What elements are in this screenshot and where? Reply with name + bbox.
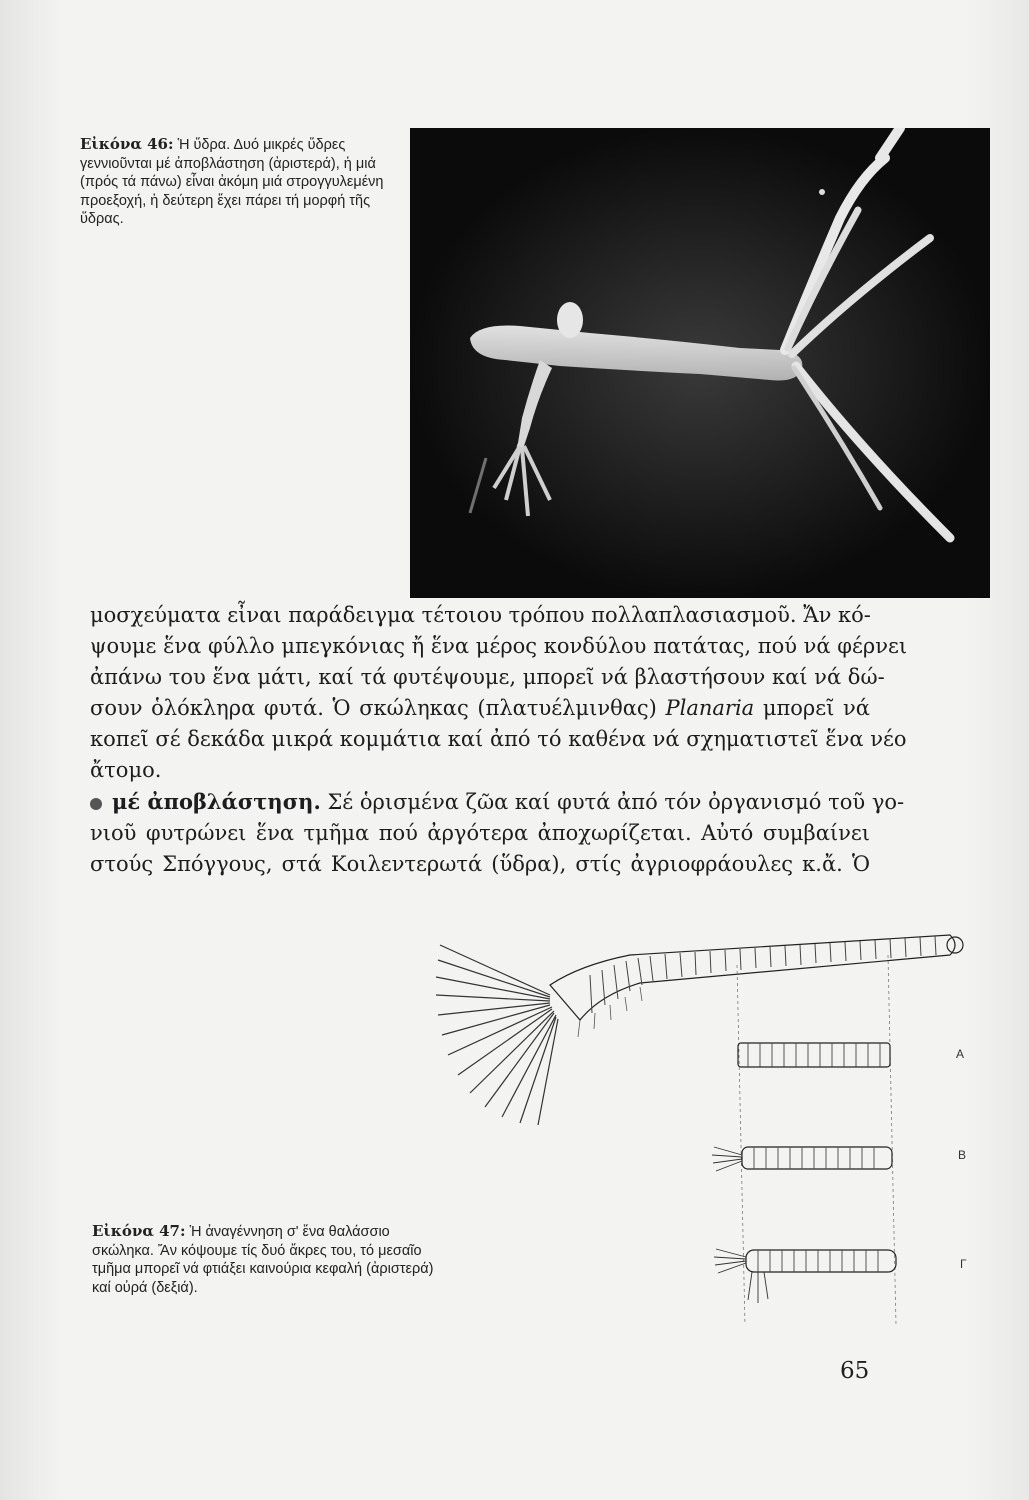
worm-head-fan <box>436 945 558 1125</box>
figure-letter-b: Β <box>958 1148 967 1162</box>
figure-47-label: Εἰκόνα 47: <box>92 1222 186 1240</box>
hydra-illustration <box>410 128 990 598</box>
body-line-4 <box>90 693 870 724</box>
body-line-7 <box>90 786 905 818</box>
body-line-9: στούς Σπόγγους, στά Κοιλεντερωτά (ὕδρα), στίς ἀγριοφράουλες κ.ἄ. Ὁ <box>90 852 870 876</box>
body-line-5: κοπεῖ σέ δεκάδα μικρά κομμάτια καί ἀπό τό καθένα νά σχηματιστεῖ ἕνα νέο <box>90 727 907 751</box>
body-line-2: ψουμε ἕνα φύλλο μπεγκόνιας ἤ ἕνα μέρος κονδύλου πατάτας, πού νά φέρνει <box>90 634 908 658</box>
figure-47-caption <box>92 1222 442 1297</box>
body-line-1: μοσχεύματα εἶναι παράδειγμα τέτοιου τρόπου πολλαπλασιασμοῦ. Ἄν κό- <box>90 603 871 627</box>
body-line-8: νιοῦ φυτρώνει ἕνα τμῆμα πού ἀργότερα ἀποχωρίζεται. Αὐτό συμβαίνει <box>90 821 870 845</box>
segment-c <box>714 1249 896 1303</box>
planaria-term: Planaria <box>665 696 755 720</box>
body-line-3: ἀπάνω του ἕνα μάτι, καί τά φυτέψουμε, μπορεῖ νά βλαστήσουν καί νά δώ- <box>90 665 885 689</box>
page-number: 65 <box>840 1358 870 1384</box>
body-line-4-pre: σουν ὁλόκληρα φυτά. Ὁ σκώληκας (πλατυέλμινθας) <box>90 696 657 720</box>
bullet-icon <box>90 798 102 810</box>
segment-a <box>738 1043 890 1067</box>
worm-illustration <box>430 925 990 1325</box>
figure-46-caption-text: Ἡ ὕδρα. Δυό μικρές ὕδρες γεννιοῦνται μέ ἀποβλάστηση (ἀριστερά), ἡ μιά (πρός τά πάνω) εἶναι ἀκόμη μιά στρογγυλεμένη προεξοχή, ἡ δεύτερη ἔχει πάρει τή μορφή τῆς ὕδρας. <box>80 137 384 227</box>
worm-regeneration-figure <box>430 925 990 1325</box>
body-line-7-rest: Σέ ὁρισμένα ζῶα καί φυτά ἀπό τόν ὀργανισμό τοῦ γο- <box>327 790 905 814</box>
segment-b <box>712 1147 892 1171</box>
figure-46-caption <box>80 135 405 229</box>
figure-47-caption-text: Ἡ ἀναγέννηση σ' ἕνα θαλάσσιο σκώληκα. Ἄν κόψουμε τίς δυό ἄκρες του, τό μεσαῖο τμῆμα μπορεῖ νά φτιάξει καινούρια κεφαλή (ἀριστερά) καί οὐρά (δεξιά). <box>92 1224 434 1296</box>
figure-46-label: Εἰκόνα 46: <box>80 135 174 153</box>
hydra-photo <box>410 128 990 598</box>
body-line-6: ἄτομο. <box>90 758 162 782</box>
figure-letter-g: Γ <box>960 1257 967 1271</box>
body-line-4-post: μπορεῖ νά <box>762 696 870 720</box>
budding-term: μέ ἀποβλάστηση. <box>112 789 321 814</box>
figure-letter-a: Α <box>956 1047 965 1061</box>
body-text <box>90 600 908 880</box>
